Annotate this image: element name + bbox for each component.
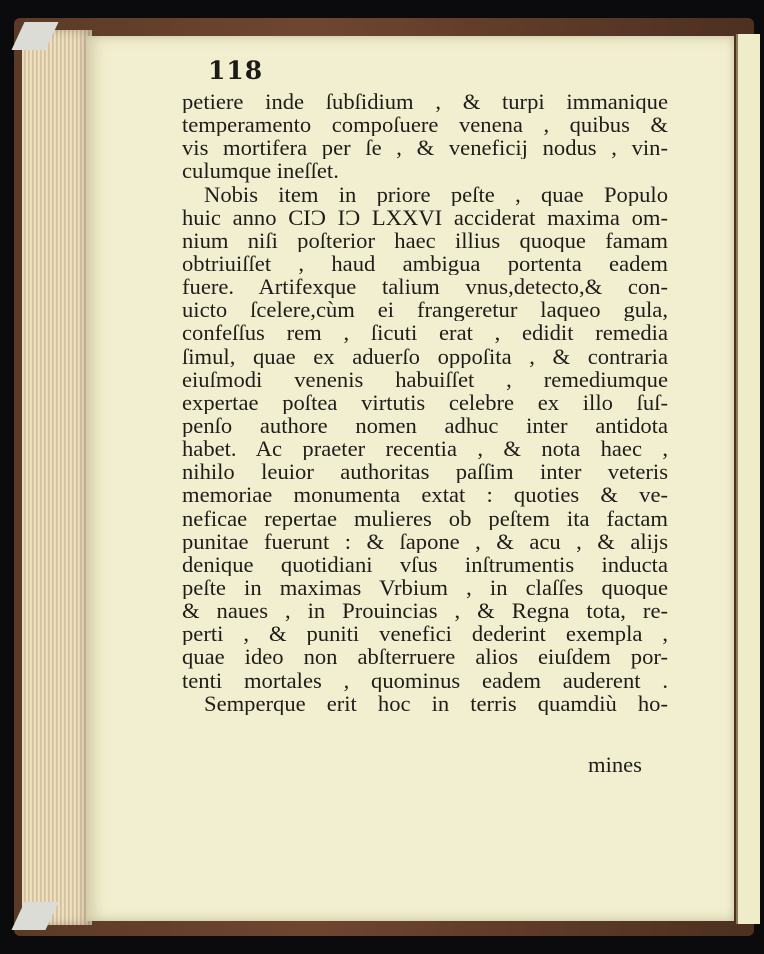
text-line: perti , & puniti venefici dederint exempla , bbox=[182, 622, 668, 646]
text-line: Semperque erit hoc in terris quamdiù ho- bbox=[204, 691, 668, 715]
text-line: punitae fuerunt : & ſapone , & acu , & alijs bbox=[182, 529, 668, 553]
text-line: culumque ineſſet. bbox=[182, 159, 339, 183]
text-line: eiuſmodi venenis habuiſſet , remediumque bbox=[182, 367, 668, 391]
text-line: petiere inde ſubſidium , & turpi immanique bbox=[182, 90, 668, 114]
page-edges bbox=[22, 30, 92, 925]
text-line: denique quotidiani vſus inſtrumentis inducta bbox=[182, 552, 668, 576]
text-line: uicto ſcelere,cùm ei frangeretur laqueo gula, bbox=[182, 298, 668, 322]
text-line: expertae poſtea virtutis celebre ex illo ſuſ- bbox=[182, 390, 668, 414]
text-line: penſo authore nomen adhuc inter antidota bbox=[182, 413, 668, 438]
text-line: neficae repertae mulieres ob peſtem ita factam bbox=[182, 506, 668, 530]
text-line: huic anno CIƆ IƆ LXXVI acciderat maxima om- bbox=[182, 205, 668, 229]
text-line: peſte in maximas Vrbium , in claſſes quoque bbox=[182, 575, 668, 600]
text-line: memoriae monumenta extat : quoties & ve- bbox=[182, 483, 668, 507]
text-line: ſimul, quae ex aduerſo oppoſita , & contraria bbox=[182, 344, 668, 368]
text-line: fuere. Artifexque talium vnus,detecto,& con- bbox=[182, 275, 668, 299]
catchword: mines bbox=[588, 752, 642, 777]
text-line: temperamento compoſuere venena , quibus & bbox=[182, 113, 668, 137]
text-line: confeſſus rem , ſicuti erat , edidit remedia bbox=[182, 321, 668, 345]
text-line: Nobis item in priore peſte , quae Populo bbox=[204, 182, 668, 206]
text-line: tenti mortales , quominus eadem auderent . bbox=[182, 668, 668, 692]
page-number: 118 bbox=[208, 56, 264, 85]
body-text bbox=[182, 90, 668, 715]
facing-page-edge bbox=[736, 34, 760, 924]
text-line: habet. Ac praeter recentia , & nota haec , bbox=[182, 437, 668, 461]
text-line: quae ideo non abſterruere alios eiuſdem por- bbox=[182, 645, 668, 669]
text-line: nium niſi poſterior haec illius quoque famam bbox=[182, 228, 668, 252]
text-line: obtriuiſſet , haud ambigua portenta eadem bbox=[182, 251, 668, 276]
text-line: nihilo leuior authoritas paſſim inter veteris bbox=[182, 460, 668, 484]
text-line: & naues , in Prouincias , & Regna tota, re- bbox=[182, 599, 668, 623]
text-line: vis mortifera per ſe , & veneficij nodus , vin- bbox=[182, 136, 668, 160]
